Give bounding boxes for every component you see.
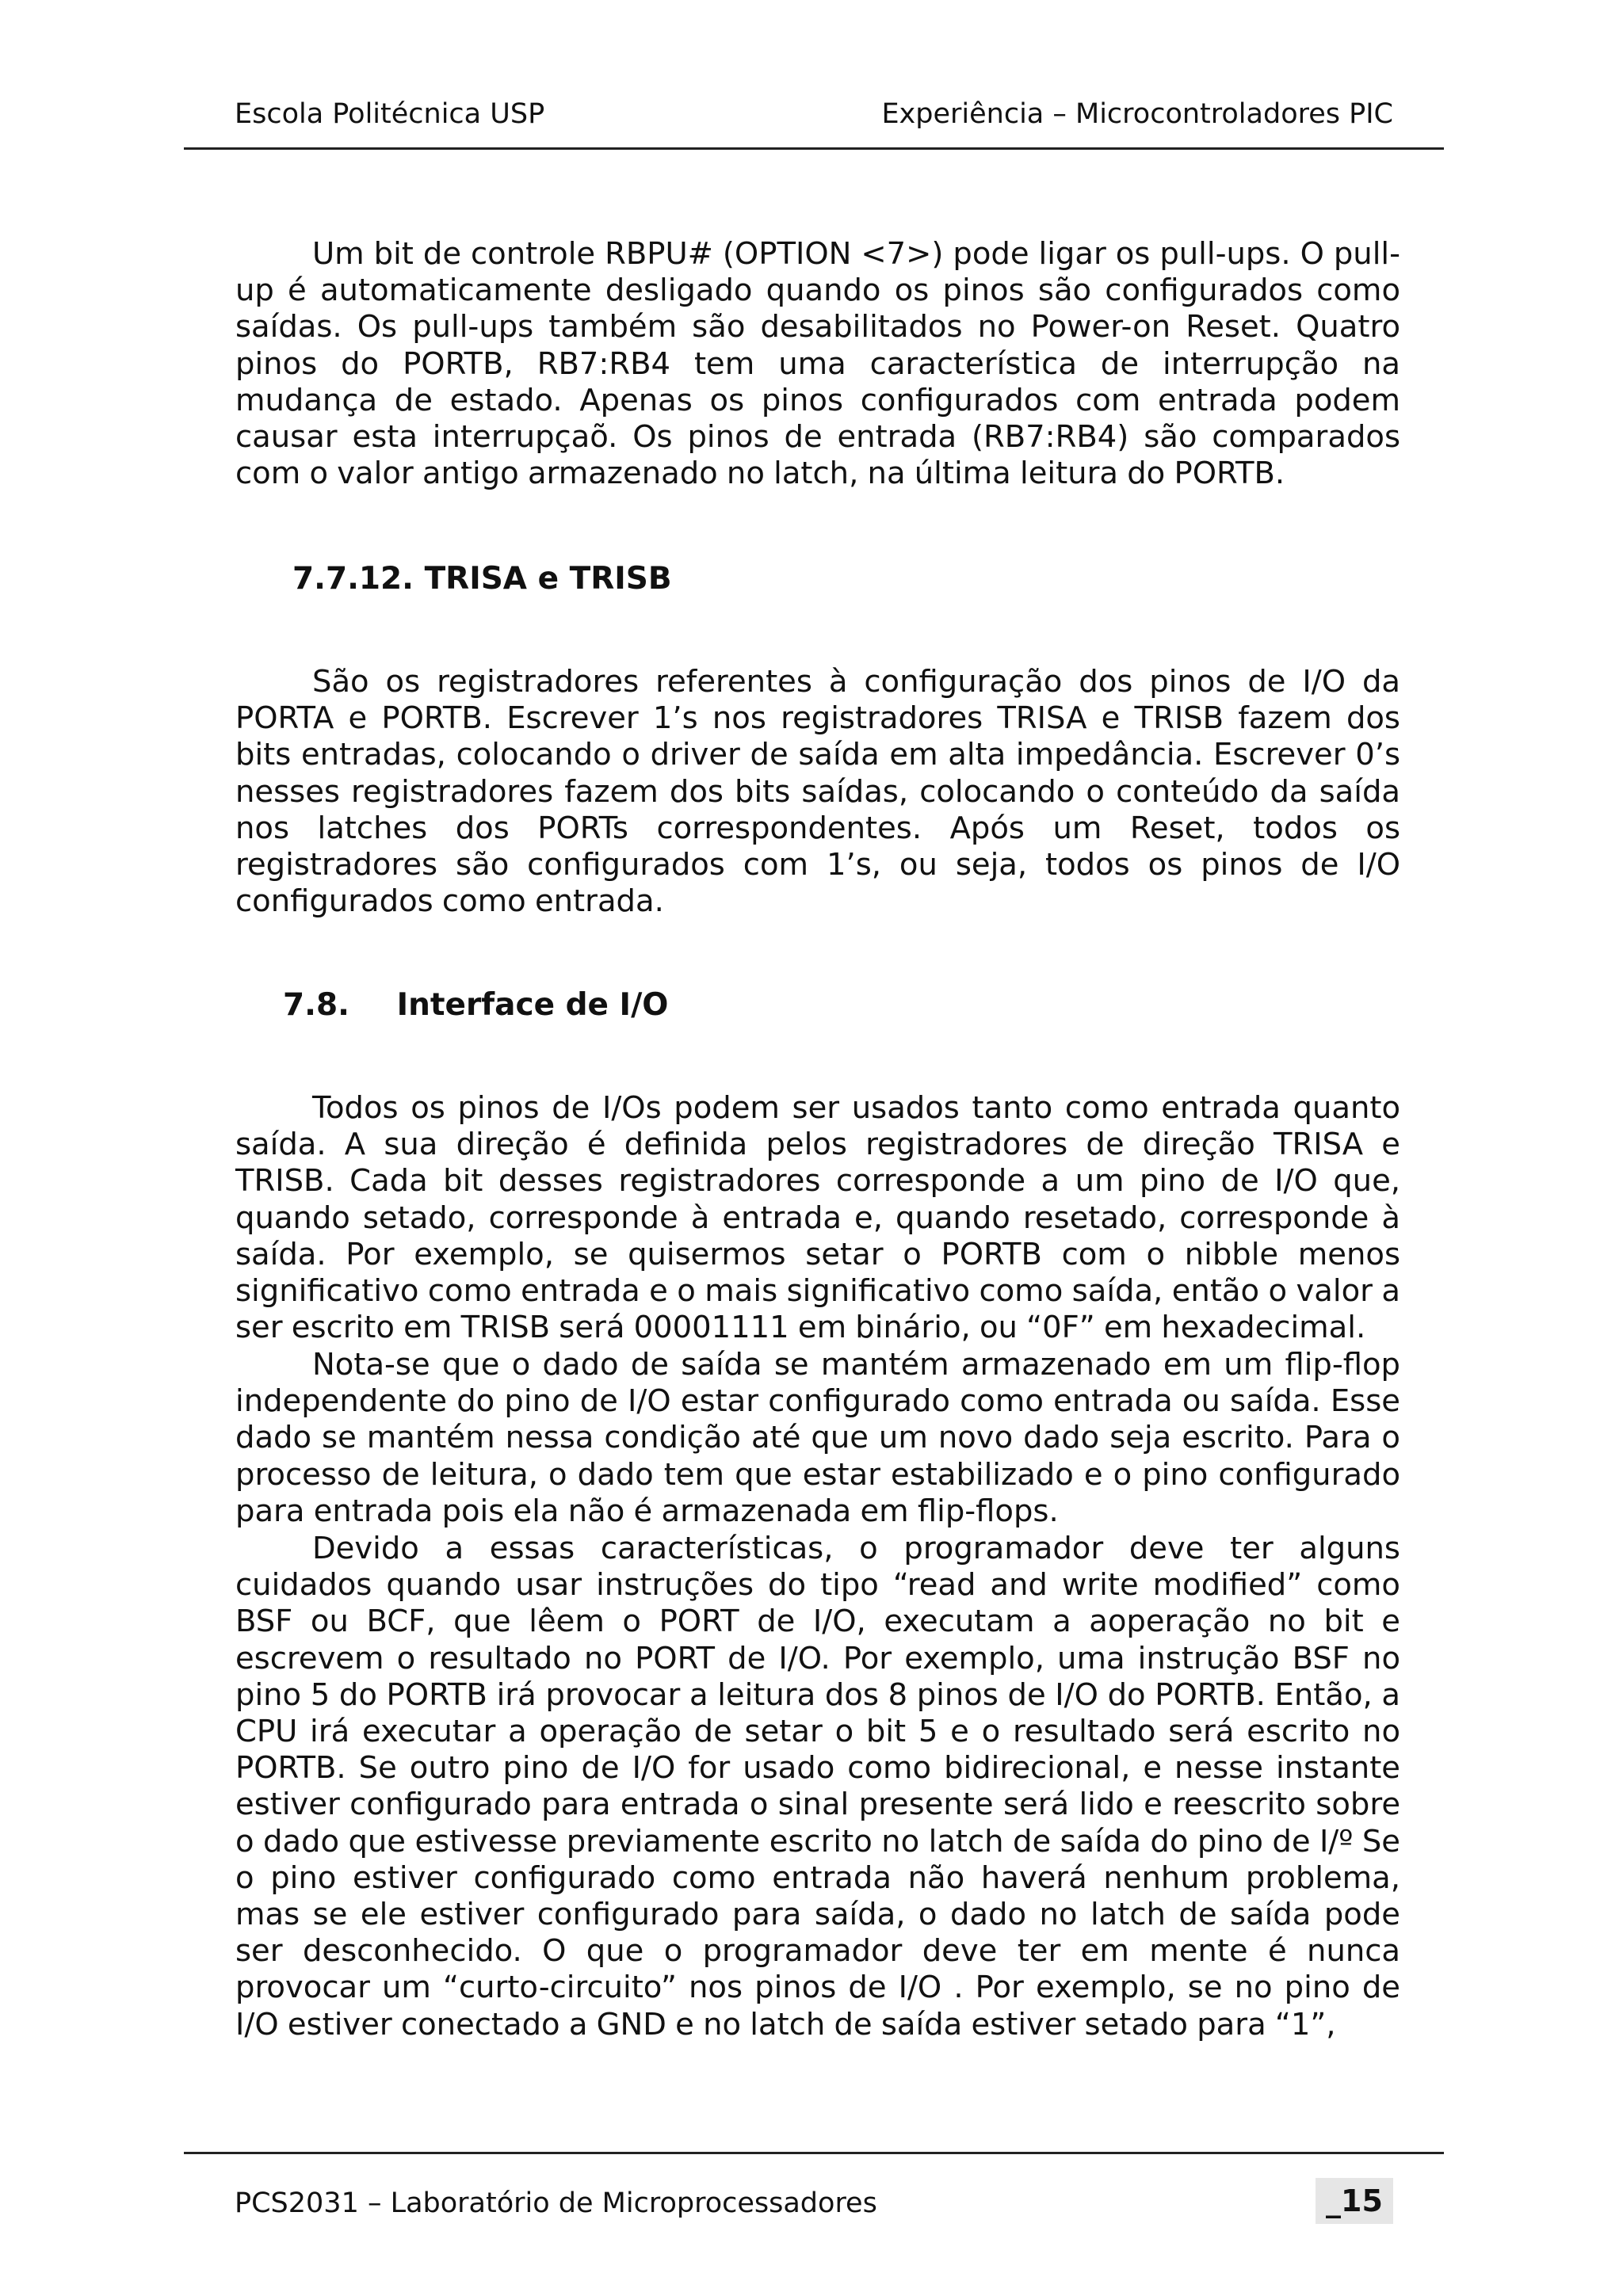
section-heading-trisa-trisb	[292, 561, 672, 597]
section-heading-interface-io	[283, 987, 668, 1024]
page-header	[184, 93, 1444, 150]
page-footer	[184, 2152, 1444, 2225]
paragraph-trisa-trisb: São os registradores referentes à configuração dos pinos de I/O da PORTA e PORTB. Escrever 1’s nos registradores TRISA e TRISB fazem dos bits entradas, colocando o driver de saída em alta impedância. Escrever 0’s nesses registradores fazem dos bits saídas, colocando o conteúdo da saída nos latches dos PORTs correspondentes. Após um Reset, todos os registradores são configurados com 1’s, ou seja, todos os pinos de I/O configurados como entrada.	[235, 664, 1400, 920]
paragraph-pullups: Um bit de controle RBPU# (OPTION <7>) pode ligar os pull-ups. O pull-up é automaticamente desligado quando os pinos são configurados como saídas. Os pull-ups também são desabilitados no Power-on Reset. Quatro pinos do PORTB, RB7:RB4 tem uma característica de interrupção na mudança de estado. Apenas os pinos configurados com entrada podem causar esta interrupçaõ. Os pinos de entrada (RB7:RB4) são comparados com o valor antigo armazenado no latch, na última leitura do PORTB.	[235, 236, 1400, 492]
section-number: 7.7.12.	[292, 561, 414, 597]
paragraph-output-latch: Nota-se que o dado de saída se mantém armazenado em um flip-flop independente do pino de I/O estar configurado como entrada ou saída. Esse dado se mantém nessa condição até que um novo dado seja escrito. Para o processo de leitura, o dado tem que estar estabilizado e o pino configurado para entrada pois ela não é armazenada em flip-flops.	[235, 1347, 1400, 1529]
section-title: TRISA e TRISB	[424, 561, 672, 597]
footer-course-title: PCS2031 – Laboratório de Microprocessadores	[235, 2187, 877, 2219]
header-experiment-title: Experiência – Microcontroladores PIC	[881, 98, 1393, 130]
section-number: 7.8.	[283, 987, 349, 1023]
section-title: Interface de I/O	[396, 987, 669, 1023]
paragraph-io-direction: Todos os pinos de I/Os podem ser usados tanto como entrada quanto saída. A sua direção é definida pelos registradores de direção TRISA e TRISB. Cada bit desses registradores corresponde a um pino de I/O que, quando setado, corresponde à entrada e, quando resetado, corresponde à saída. Por exemplo, se quisermos setar o PORTB com o nibble menos significativo como entrada e o mais significativo como saída, então o valor a ser escrito em TRISB será 00001111 em binário, ou “0F” em hexadecimal.	[235, 1090, 1400, 1346]
page-number: _15	[1316, 2178, 1393, 2224]
header-institution: Escola Politécnica USP	[235, 98, 545, 130]
paragraph-read-modify-write: Devido a essas características, o programador deve ter alguns cuidados quando usar instruções do tipo “read and write modified” como BSF ou BCF, que lêem o PORT de I/O, executam a aoperação no bit e escrevem o resultado no PORT de I/O. Por exemplo, uma instrução BSF no pino 5 do PORTB irá provocar a leitura dos 8 pinos de I/O do PORTB. Então, a CPU irá executar a operação de setar o bit 5 e o resultado será escrito no PORTB. Se outro pino de I/O for usado como bidirecional, e nesse instante estiver configurado para entrada o sinal presente será lido e reescrito sobre o dado que estivesse previamente escrito no latch de saída do pino de I/º Se o pino estiver configurado como entrada não haverá nenhum problema, mas se ele estiver configurado para saída, o dado no latch de saída pode ser desconhecido. O que o programador deve ter em mente é nunca provocar um “curto-circuito” nos pinos de I/O . Por exemplo, se no pino de I/O estiver conectado a GND e no latch de saída estiver setado para “1”,	[235, 1531, 1400, 2042]
